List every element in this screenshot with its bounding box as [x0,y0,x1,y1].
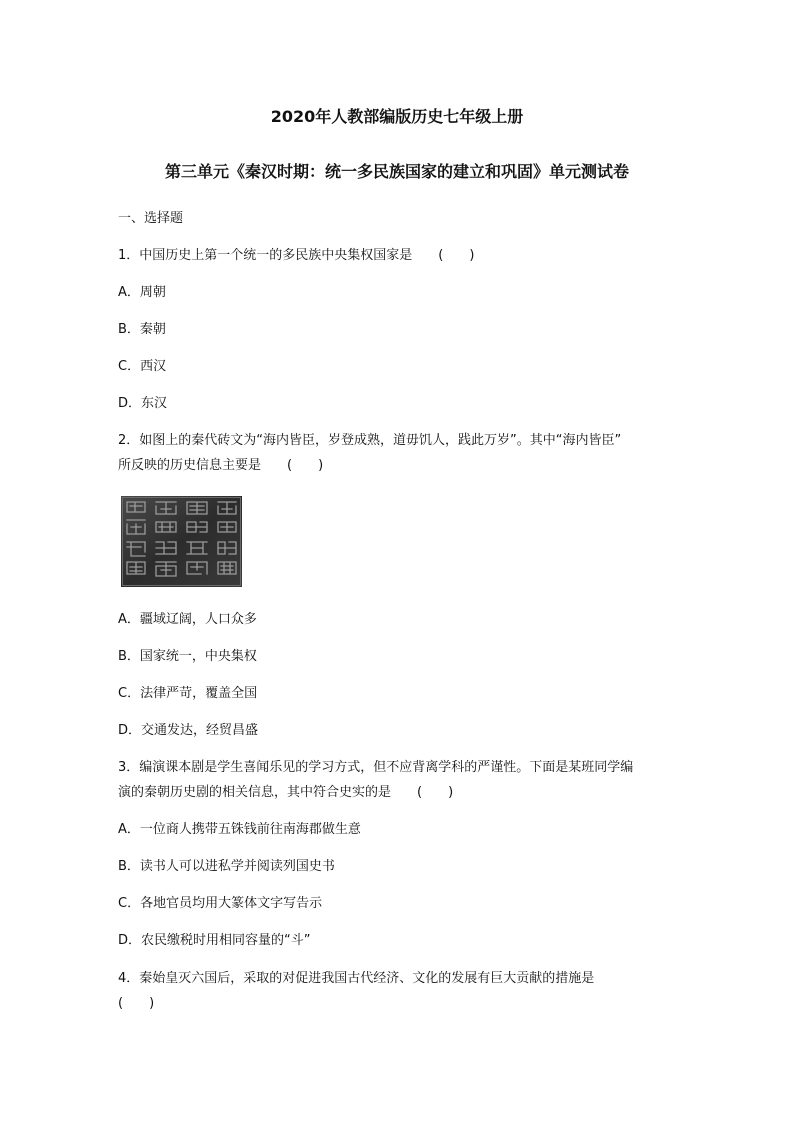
question-3-stem-line-2: 演的秦朝历史剧的相关信息，其中符合史实的是 ( ) [118,785,454,800]
question-1-stem: 1．中国历史上第一个统一的多民族中央集权国家是 ( ) [118,248,475,263]
section-heading: 一、选择题 [118,211,184,226]
question-2-stem-line-2: 所反映的历史信息主要是 ( ) [118,458,324,473]
question-1-option-b: B．秦朝 [118,322,166,337]
question-4-stem-line-2: ( ) [118,996,155,1011]
exam-subtitle: 第三单元《秦汉时期：统一多民族国家的建立和巩固》单元测试卷 [164,162,629,181]
question-1-option-a: A．周朝 [118,285,166,300]
qin-brick-inscription-image [121,496,242,587]
question-2-option-c: C．法律严苛，覆盖全国 [118,686,258,701]
question-2-option-d: D．交通发达，经贸昌盛 [118,723,259,738]
question-4-stem-line-1: 4．秦始皇灭六国后，采取的对促进我国古代经济、文化的发展有巨大贡献的措施是 [118,971,595,986]
question-3-stem-line-1: 3．编演课本剧是学生喜闻乐见的学习方式，但不应背离学科的严谨性。下面是某班同学编 [118,760,634,775]
question-3-option-a: A．一位商人携带五铢钱前往南海郡做生意 [118,822,361,837]
question-3-option-d: D．农民缴税时用相同容量的“斗” [118,933,311,948]
question-2-stem-line-1: 2．如图上的秦代砖文为“海内皆臣，岁登成熟，道毋饥人，践此万岁”。其中“海内皆臣” [118,433,622,448]
question-2-option-b: B．国家统一，中央集权 [118,649,257,664]
question-3-option-b: B．读书人可以进私学并阅读列国史书 [118,859,335,874]
question-1-option-c: C．西汉 [118,359,167,374]
question-1-option-d: D．东汉 [118,396,168,411]
question-3-option-c: C．各地官员均用大篆体文字写告示 [118,896,323,911]
exam-title: 2020年人教部编版历史七年级上册 [270,107,524,126]
question-2-option-a: A．疆域辽阔，人口众多 [118,612,257,627]
